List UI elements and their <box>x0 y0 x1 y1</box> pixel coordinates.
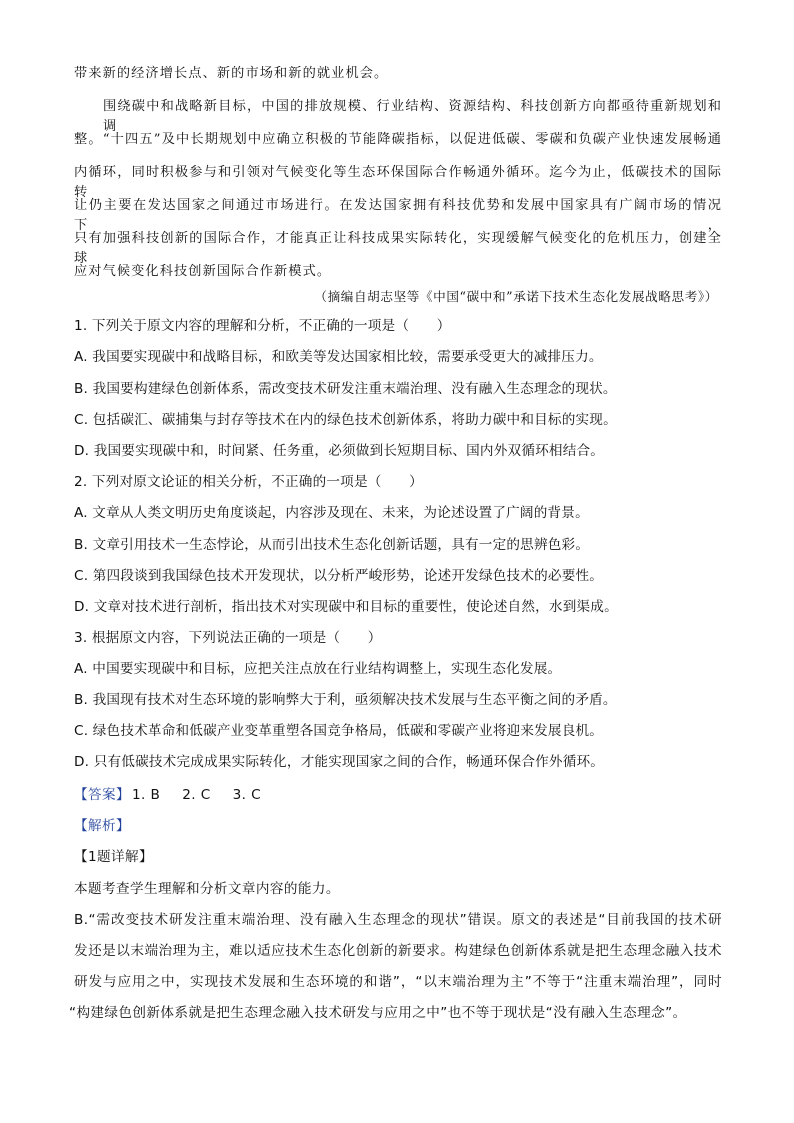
analysis-label: 【解析】 <box>74 818 130 834</box>
detail-line: 本题考查学生理解和分析文章内容的能力。 <box>74 881 340 897</box>
passage-line: 只有加强科技创新的国际合作，才能真正让科技成果实际转化，实现缓解气候变化的危机压力，创建全球 <box>74 231 722 266</box>
passage-source: （摘编自胡志坚等《中国“碳中和”承诺下技术生态化发展战略思考》） <box>314 289 718 304</box>
passage-line: 围绕碳中和战略新目标，中国的排放规模、行业结构、资源结构、科技创新方向都亟待重新规划和调 <box>103 99 722 134</box>
detail-line: B.“需改变技术研发注重末端治理、没有融入生态理念的现状”错误。原文的表述是“目前我国的技术研 <box>74 912 722 928</box>
question-2-option-c: C. 第四段谈到我国绿色技术开发现状，以分析严峻形势，论述开发绿色技术的必要性。 <box>74 568 604 584</box>
answer-label: 【答案】 <box>74 787 130 803</box>
answer-line <box>74 785 724 805</box>
passage-line: 整。“十四五”及中长期规划中应确立积极的节能降碳指标，以促进低碳、零碳和负碳产业快速发展畅通 <box>74 132 722 147</box>
question-2-stem: 2. 下列对原文论证的相关分析，不正确的一项是（ ） <box>74 474 423 490</box>
question-1-stem: 1. 下列关于原文内容的理解和分析，不正确的一项是（ ） <box>74 318 451 334</box>
question-3-stem: 3. 根据原文内容，下列说法正确的一项是（ ） <box>74 630 382 646</box>
detail-heading: 【1题详解】 <box>74 849 154 865</box>
answer-value: 2. C <box>182 787 211 803</box>
question-3-option-a: A. 中国要实现碳中和目标，应把关注点放在行业结构调整上，实现生态化发展。 <box>74 661 562 677</box>
question-1-option-a: A. 我国要实现碳中和战略目标，和欧美等发达国家相比较，需要承受更大的减排压力。 <box>74 349 603 365</box>
passage-line: 让仍主要在发达国家之间通过市场进行。在发达国家拥有科技优势和发展中国家具有广阔市场的情况下， <box>74 198 722 233</box>
question-1-option-c: C. 包括碳汇、碳捕集与封存等技术在内的绿色技术创新体系，将助力碳中和目标的实现。 <box>74 412 617 428</box>
question-3-option-b: B. 我国现有技术对生态环境的影响弊大于利，亟须解决技术发展与生态平衡之间的矛盾。 <box>74 692 617 708</box>
question-1-option-d: D. 我国要实现碳中和，时间紧、任务重，必须做到长短期目标、国内外双循环相结合。 <box>74 443 605 459</box>
question-1-option-b: B. 我国要构建绿色创新体系，需改变技术研发注重末端治理、没有融入生态理念的现状。 <box>74 381 617 397</box>
passage-line: 内循环，同时积极参与和引领对气候变化等生态环保国际合作畅通外循环。迄今为止，低碳技术的国际转 <box>74 165 722 200</box>
detail-line: “构建绿色创新体系就是把生态理念融入技术研发与应用之中”也不等于现状是“没有融入生态理念”。 <box>69 1005 687 1021</box>
passage-line: 带来新的经济增长点、新的市场和新的就业机会。 <box>74 66 389 81</box>
question-3-option-d: D. 只有低碳技术完成成果实际转化，才能实现国家之间的合作，畅通环保合作外循环。 <box>74 754 605 770</box>
answer-value: 1. B <box>131 787 161 803</box>
answer-value: 3. C <box>232 787 261 803</box>
question-3-option-c: C. 绿色技术革命和低碳产业变革重塑各国竞争格局，低碳和零碳产业将迎来发展良机。 <box>74 723 604 739</box>
question-2-option-d: D. 文章对技术进行剖析，指出技术对实现碳中和目标的重要性，使论述自然，水到渠成。 <box>74 599 618 615</box>
passage-line: 应对气候变化科技创新国际合作新模式。 <box>74 264 332 279</box>
question-2-option-b: B. 文章引用技术一生态悖论，从而引出技术生态化创新话题，具有一定的思辨色彩。 <box>74 537 590 553</box>
detail-line: 研发与应用之中，实现技术发展和生态环境的和谐”，“以末端治理为主”不等于“注重末端治理”，同时 <box>74 974 722 990</box>
question-2-option-a: A. 文章从人类文明历史角度谈起，内容涉及现在、未来，为论述设置了广阔的背景。 <box>74 505 589 521</box>
detail-line: 发还是以末端治理为主，难以适应技术生态化创新的新要求。构建绿色创新体系就是把生态理念融入技术 <box>74 943 722 959</box>
